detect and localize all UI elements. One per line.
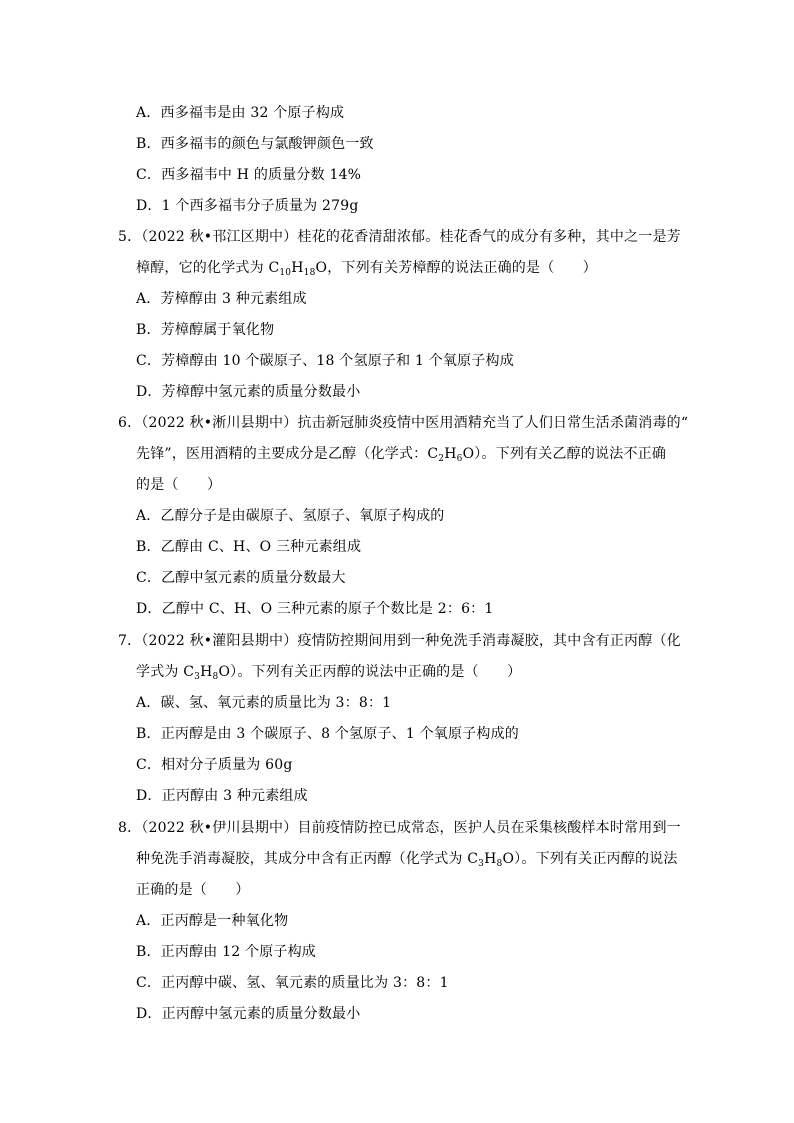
q5-option-c: C．芳樟醇由 10 个碳原子、18 个氢原子和 1 个氧原子构成 [136, 353, 514, 369]
q7-option-b: B．正丙醇是由 3 个碳原子、8 个氢原子、1 个氧原子构成的 [136, 726, 520, 742]
q6-option-c: C．乙醇中氢元素的质量分数最大 [136, 570, 346, 586]
q8-stem-line3: 正确的是（ ） [136, 882, 250, 898]
q6-stem-line1: 6．（2022 秋•淅川县期中）抗击新冠肺炎疫情中医用酒精充当了人们日常生活杀菌消毒的“ [118, 415, 689, 431]
q5-option-a: A．芳樟醇由 3 种元素组成 [136, 291, 307, 307]
q8-option-a: A．正丙醇是一种氧化物 [136, 913, 289, 929]
q6-option-b: B．乙醇由 C、H、O 三种元素组成 [136, 539, 362, 555]
q5-stem-line2: 樟醇，它的化学式为 $C_{10}H_{18}O$，下列有关芳樟醇的说法正确的是（ ） [136, 260, 597, 278]
q4-option-d: D．1 个西多福韦分子质量为 279g [136, 198, 359, 214]
q6-option-a: A．乙醇分子是由碳原子、氢原子、氧原子构成的 [136, 508, 445, 524]
q5-option-b: B．芳樟醇属于氧化物 [136, 322, 275, 338]
q4-option-b: B．西多福韦的颜色与氯酸钾颜色一致 [136, 136, 374, 152]
q8-option-d: D．正丙醇中氢元素的质量分数最小 [136, 1006, 361, 1022]
q7-stem-line1: 7．（2022 秋•灌阳县期中）疫情防控期间用到一种免洗手消毒凝胶，其中含有正丙醇（化 [118, 633, 681, 649]
q4-option-c: C．西多福韦中 H 的质量分数 14% [136, 167, 362, 183]
q5-option-d: D．芳樟醇中氢元素的质量分数最小 [136, 384, 361, 400]
q6-stem-line2: 先锋”，医用酒精的主要成分是乙醇（化学式：$C_2H_6O$）。下列有关乙醇的说法不正确 [136, 446, 667, 464]
q7-option-c: C．相对分子质量为 60g [136, 757, 293, 773]
q8-stem-line2: 种免洗手消毒凝胶，其成分中含有正丙醇（化学式为 $C_3H_8O$）。下列有关正丙醇的说法 [136, 851, 678, 869]
q8-option-c: C．正丙醇中碳、氢、氧元素的质量比为 3：8：1 [136, 975, 449, 991]
q4-option-a: A．西多福韦是由 32 个原子构成 [136, 105, 345, 121]
q6-option-d: D．乙醇中 C、H、O 三种元素的原子个数比是 2：6：1 [136, 601, 494, 617]
q5-stem-line1: 5．（2022 秋•邗江区期中）桂花的花香清甜浓郁。桂花香气的成分有多种，其中之一是芳 [118, 229, 681, 245]
q7-option-d: D．正丙醇由 3 种元素组成 [136, 788, 308, 804]
q7-stem-line2: 学式为 $C_3H_8O$）。下列有关正丙醇的说法中正确的是（ ） [136, 664, 522, 682]
q6-stem-line3: 的是（ ） [136, 477, 222, 493]
q8-stem-line1: 8．（2022 秋•伊川县期中）目前疫情防控已成常态，医护人员在采集核酸样本时常用到一 [118, 820, 681, 836]
q7-option-a: A．碳、氢、氧元素的质量比为 3：8：1 [136, 695, 392, 711]
q8-option-b: B．正丙醇由 12 个原子构成 [136, 944, 317, 960]
